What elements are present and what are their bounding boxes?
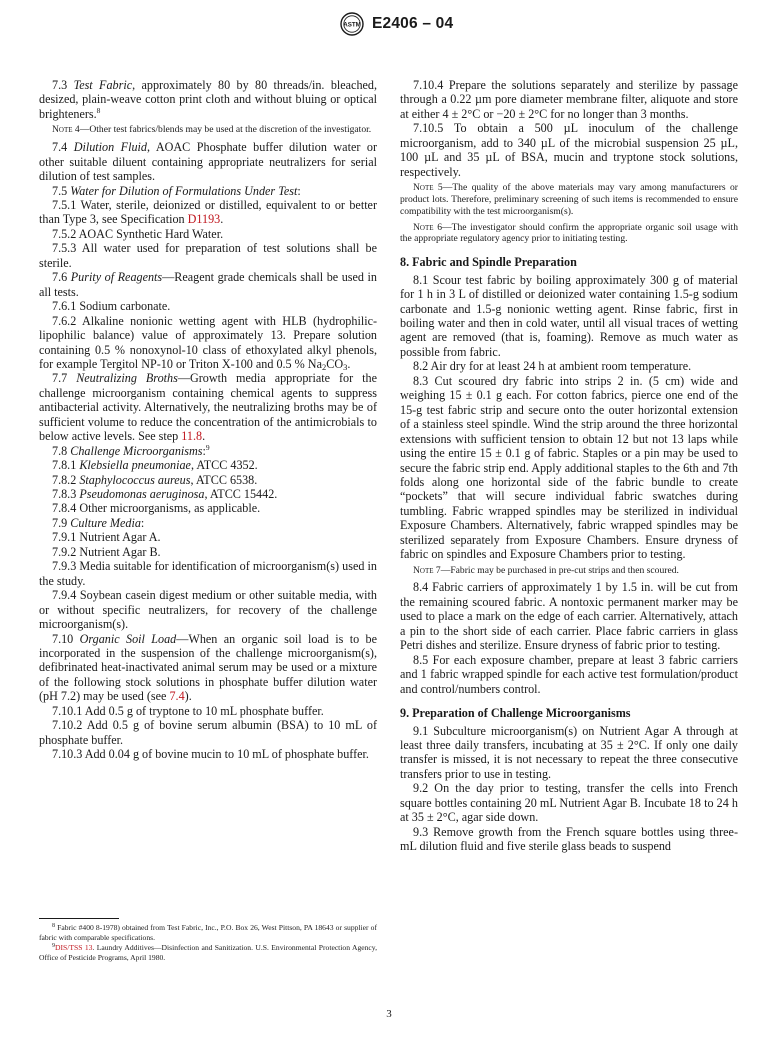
footnotes <box>39 918 377 963</box>
section-7-9: 7.9 Culture Media: <box>52 515 145 530</box>
section-7-9-2: 7.9.2 Nutrient Agar B. <box>52 544 161 559</box>
section-9-2: 9.2 On the day prior to testing, transfer the cells into French square bottles containing 20 mL Nutrient Agar B. Incubate 18 to 24 h at 35 ± 2°C, agar side down. <box>400 781 738 825</box>
section-7-6-1: 7.6.1 Sodium carbonate. <box>52 299 171 314</box>
section-7-8-1: 7.8.1 Klebsiella pneumoniae, ATCC 4352. <box>52 458 258 473</box>
spec-link-d1193[interactable]: D1193 <box>187 212 221 227</box>
footnote-ref-9: 9 <box>205 442 210 452</box>
footnote-link-dis-tss-13[interactable]: DIS/TSS 13 <box>55 942 93 952</box>
section-8-3: 8.3 Cut scoured dry fabric into strips 2 in. (5 cm) wide and weighing 15 ± 0.1 g each. For cotton fabrics, pierce one end of the 15-g test fabric strip and secure onto the outer horizontal extension of a stainless steel spindle. Wind the strip around the three horizontal extensions with sufficient tension to obtain 12 but not 13 laps while using the entire 15 ± 0.1 g of fabric. Staples or a pin may be used to secure the fabric strip end. Apply additional staples to the 6th and 7th folds along one horizontal side of the fabric bundle to create “pockets” that will secure individual fabric swatches during tumbling. Fabric wrapped spindles may be sterilized in individual Exposure Chambers. Alternatively, fabric wrapped spindles may be sterilized separately from Exposure Chambers. Ensure dryness of fabric on spindles and Exposure Chambers prior to testing. <box>400 373 738 562</box>
logo-text: ASTM <box>343 21 361 29</box>
page-header <box>0 8 778 38</box>
section-7-8-2: 7.8.2 Staphylococcus aureus, ATCC 6538. <box>52 472 258 487</box>
section-8-4: 8.4 Fabric carriers of approximately 1 by 1.5 in. will be cut from the remaining scoured fabric. A nontoxic permanent marker may be used to place a mark on the edge of each carrier. Alternatively, attach a pin to the short side of each carrier. Place fabric carriers in glass Petri dishes and sterilize. Ensure dryness of fabric prior to testing. <box>400 580 738 653</box>
astm-logo-icon <box>340 12 364 36</box>
section-7-5-1: 7.5.1 Water, sterile, deionized or distilled, equivalent to or better than Type 3, see Specification D1193. <box>39 197 377 227</box>
section-7-7: 7.7 Neutralizing Broths—Growth media appropriate for the challenge microorganism containing chemical agents to suppress antibacterial activity. Alternatively, the neutralizing broths may be of sufficient volume to reduce the concentration of the antimicrobials to below active levels. See step 11.8. <box>39 371 377 444</box>
section-7-8-4: 7.8.4 Other microorganisms, as applicable. <box>52 501 261 516</box>
note-7: Note 7—Fabric may be purchased in pre-cut strips and then scoured. <box>413 564 679 576</box>
document-designation: E2406 – 04 <box>372 15 454 32</box>
step-link-11-8[interactable]: 11.8 <box>181 429 203 444</box>
section-9-heading: 9. Preparation of Challenge Microorganisms <box>400 706 631 721</box>
section-7-6: 7.6 Purity of Reagents—Reagent grade chemicals shall be used in all tests. <box>39 270 377 299</box>
section-7-6-2: 7.6.2 Alkaline nonionic wetting agent with HLB (hydrophilic-lipophilic balance) value of approximately 13. Prepare solution containing 0.5 % nonoxynol-10 class of ethoxylated alkyl phenols, for example Tergitol NP-10 or Triton X-100 and 0.5 % $Na_2CO_3$. <box>39 313 377 372</box>
section-7-9-3: 7.9.3 Media suitable for identification of microorganism(s) used in the study. <box>39 559 377 588</box>
section-7-10-3: 7.10.3 Add 0.04 g of bovine mucin to 10 mL of phosphate buffer. <box>52 747 369 762</box>
section-7-10-5: 7.10.5 To obtain a 500 µL inoculum of the challenge microorganism, add to 340 µL of the microbial suspension 25 µL, 100 µL and 35 µL of BSA, mucin and tryptone stock solutions, respectively. <box>400 121 738 179</box>
note-4: Note 4—Other test fabrics/blends may be used at the discretion of the investigator. <box>52 124 372 136</box>
footnote-9: $^9$DIS/TSS 13. Laundry Additives—Disinfection and Sanitization. U.S. Environmental Protection Agency, Office of Pesticide Programs, April 1980. <box>39 942 377 962</box>
footnote-8: $^8$ Fabric #400 8-1978) obtained from Test Fabric, Inc., P.O. Box 26, West Pittson, PA 18643 or supplier of fabric with comparable specifications. <box>39 923 377 942</box>
note-6: Note 6—The investigator should confirm the appropriate organic soil usage with the appropriate regulatory agency prior to initiating testing. <box>400 221 738 245</box>
section-7-3: 7.3 Test Fabric, approximately 80 by 80 threads/in. bleached, desized, plain-weave cotton print cloth and without bluing or optical brighteners.$^8$ <box>39 78 378 121</box>
left-column <box>39 78 377 762</box>
section-7-4: 7.4 Dilution Fluid, AOAC Phosphate buffer dilution water or other suitable diluent containing appropriate neutralizers for serial dilution of test samples. <box>39 140 378 184</box>
section-7-8-3: 7.8.3 Pseudomonas aeruginosa, ATCC 15442. <box>52 487 278 502</box>
section-7-10-4: 7.10.4 Prepare the solutions separately and sterilize by passage through a 0.22 µm pore diameter membrane filter, aliquote and store at either 4 ± 2°C or −20 ± 2°C for no longer than 3 months. <box>400 78 738 121</box>
section-7-10-2: 7.10.2 Add 0.5 g of bovine serum albumin (BSA) to 10 mL of phosphate buffer. <box>39 718 377 747</box>
section-link-7-4[interactable]: 7.4 <box>169 689 185 704</box>
section-8-heading: 8. Fabric and Spindle Preparation <box>400 255 577 270</box>
section-7-8: 7.8 Challenge Microorganisms:$^9$ <box>52 442 210 458</box>
section-8-1: 8.1 Scour test fabric by boiling approximately 300 g of material for 1 h in 3 L of distilled or deionized water containing 1.5-g sodium carbonate and 1.5-g nonionic wetting agent. Rinse fabric, first in boiling water and then in cold water, until all visual traces of wetting agent are removed (that is, foaming). Remove as much water as possible from fabric. <box>400 272 738 359</box>
section-7-9-1: 7.9.1 Nutrient Agar A. <box>52 530 161 545</box>
section-8-2: 8.2 Air dry for at least 24 h at ambient room temperature. <box>413 359 692 374</box>
section-7-5-2: 7.5.2 AOAC Synthetic Hard Water. <box>52 226 224 241</box>
section-7-9-4: 7.9.4 Soybean casein digest medium or other suitable media, with or without specific neutralizers, for recovery of the challenge microorganism(s). <box>39 588 377 632</box>
section-7-5-3: 7.5.3 All water used for preparation of test solutions shall be sterile. <box>39 241 377 270</box>
section-7-10-1: 7.10.1 Add 0.5 g of tryptone to 10 mL phosphate buffer. <box>52 703 324 718</box>
note-5: Note 5—The quality of the above materials may vary among manufacturers or product lots. Therefore, preliminary screening of such items is recommended to ensure compatibility with the test microorganism(s). <box>400 182 738 217</box>
section-9-1: 9.1 Subculture microorganism(s) on Nutrient Agar A through at least three daily transfers, incubating at 35 ± 2°C. If only one daily transfer is missed, it is not necessary to repeat the three consecutive transfers prior to use in testing. <box>400 723 738 781</box>
section-8-5: 8.5 For each exposure chamber, prepare at least 3 fabric carriers and 1 fabric wrapped spindle for each active test formulation/product and control/numbers control. <box>400 652 738 696</box>
footnote-ref-8: 8 <box>96 105 101 115</box>
right-column <box>400 78 738 854</box>
section-9-3: 9.3 Remove growth from the French square bottles using three-mL dilution fluid and five sterile glass beads to suspend <box>400 824 738 854</box>
section-7-10: 7.10 Organic Soil Load—When an organic soil load is to be incorporated in the suspension of the challenge microorganism(s), defibrinated heat-inactivated animal serum may be used or a mixture of the following stock solutions in phosphate buffer dilution water (pH 7.2) may be used (see 7.4). <box>39 631 378 704</box>
footnote-divider <box>39 918 119 919</box>
section-7-5: 7.5 Water for Dilution of Formulations Under Test: <box>52 183 301 198</box>
page-number: 3 <box>386 1008 392 1020</box>
